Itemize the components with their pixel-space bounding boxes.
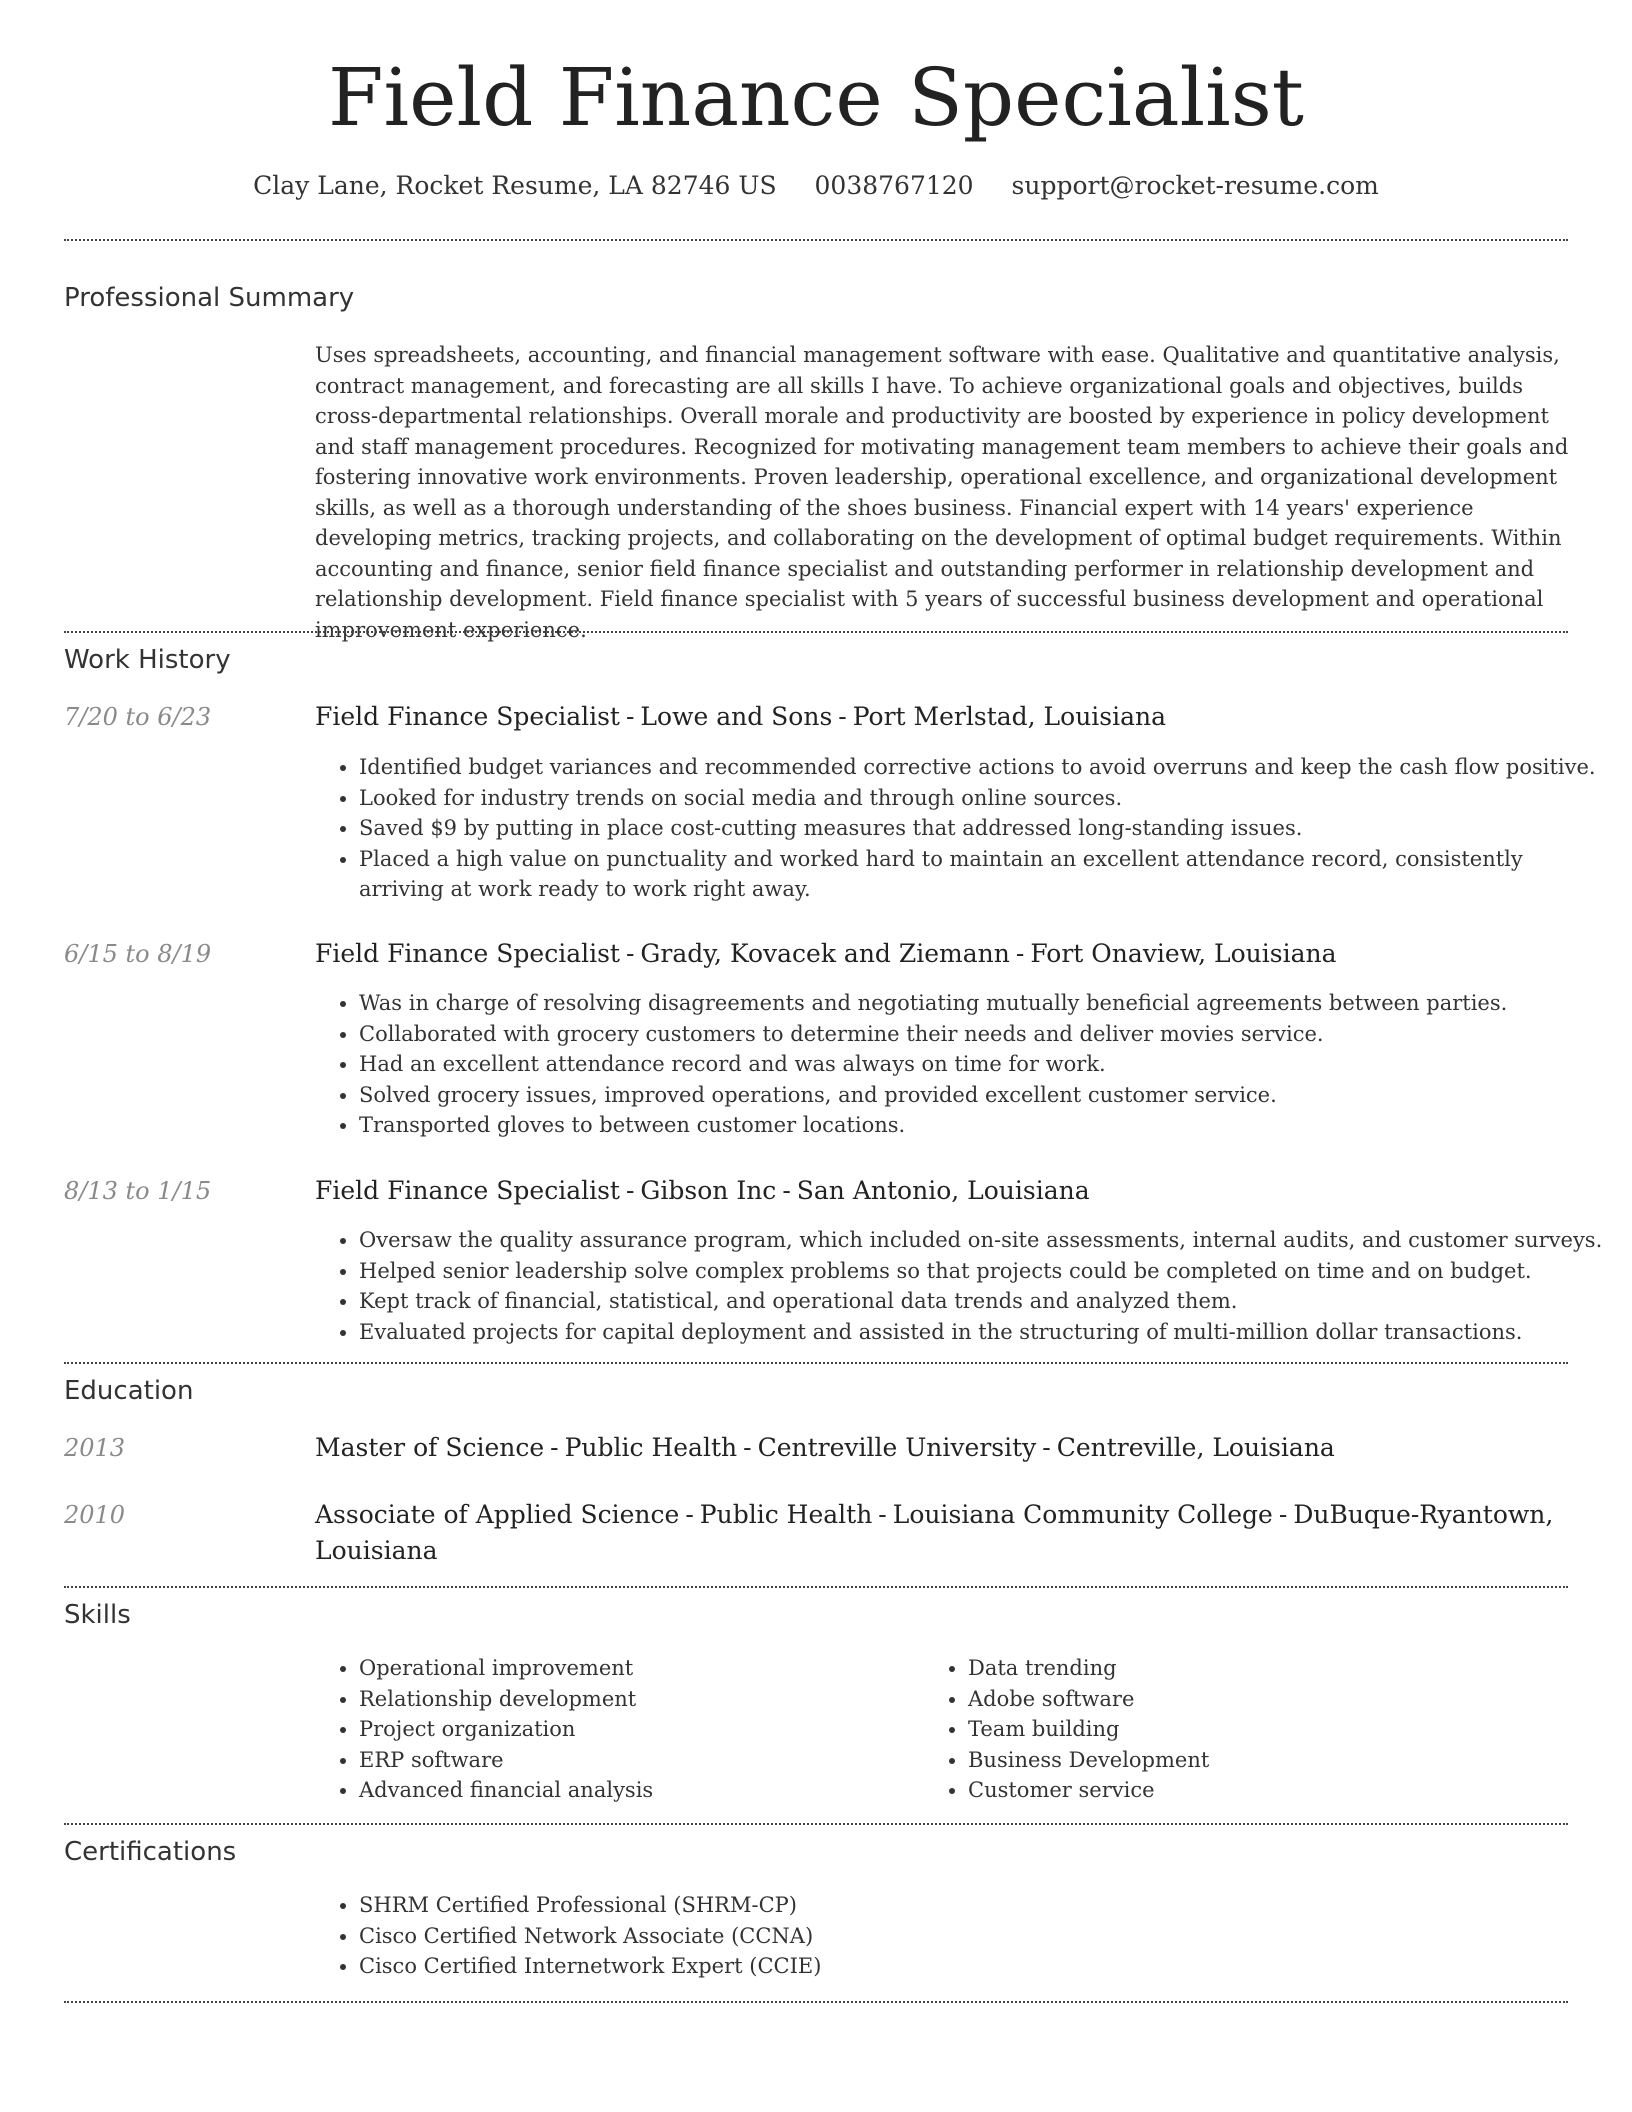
list-item: • Team building: [968, 1714, 1568, 1745]
education-location: Centreville, Louisiana: [1056, 1433, 1335, 1462]
section-title-summary: Professional Summary: [64, 283, 355, 313]
education-school: Centreville University: [757, 1433, 1037, 1462]
job-role: Field Finance Specialist: [315, 702, 620, 731]
list-item: • Was in charge of resolving disagreements and negotiating mutually beneficial agreements between parties.: [359, 988, 1614, 1019]
job-bullets: [315, 988, 1614, 1141]
list-item: • Collaborated with grocery customers to determine their needs and deliver movies service.: [359, 1019, 1614, 1050]
list-item: • Identified budget variances and recommended corrective actions to avoid overruns and keep the cash flow positive.: [359, 752, 1614, 783]
job-heading: Field Finance Specialist - Lowe and Sons - Port Merlstad, Louisiana: [315, 702, 1167, 731]
job-bullets: [315, 752, 1614, 905]
contact-phone: 0038767120: [814, 171, 974, 200]
section-title-certifications: Certifications: [64, 1837, 237, 1867]
job-company: Lowe and Sons: [640, 702, 833, 731]
list-item: • Data trending: [968, 1653, 1568, 1684]
list-item: • Helped senior leadership solve complex problems so that projects could be completed on time and on budget.: [359, 1256, 1614, 1287]
education-field: Public Health: [699, 1500, 873, 1529]
section-title-education: Education: [64, 1376, 194, 1406]
list-item: • Looked for industry trends on social media and through online sources.: [359, 783, 1614, 814]
list-item: • Cisco Certified Internetwork Expert (CCIE): [359, 1951, 1614, 1982]
job-company: Gibson Inc: [640, 1176, 777, 1205]
list-item: • Solved grocery issues, improved operations, and provided excellent customer service.: [359, 1080, 1614, 1111]
list-item: • Evaluated projects for capital deployment and assisted in the structuring of multi-million dollar transactions.: [359, 1317, 1614, 1348]
job-bullets: [315, 1225, 1614, 1347]
job-heading: Field Finance Specialist - Grady, Kovacek and Ziemann - Fort Onaview, Louisiana: [315, 939, 1337, 968]
divider: [64, 1586, 1568, 1588]
education-location: DuBuque-Ryantown, Louisiana: [315, 1500, 1554, 1565]
list-item: • ERP software: [359, 1745, 919, 1776]
list-item: • Advanced financial analysis: [359, 1775, 919, 1806]
list-item: • Business Development: [968, 1745, 1568, 1776]
summary-text: Uses spreadsheets, accounting, and financial management software with ease. Qualitative and quantitative analysis, contract management, and forecasting are all skills I have. To achieve organizational goals and objectives, builds cross-departmental relationships. Overall morale and productivity are boosted by experience in policy development and staff management procedures. Recognized for motivating management team members to achieve their goals and fostering innovative work environments. Proven leadership, operational excellence, and organizational development skills, as well as a thorough understanding of the shoes business. Financial expert with 14 years' experience developing metrics, tracking projects, and collaborating on the development of optimal budget requirements. Within accounting and finance, senior field finance specialist and outstanding performer in relationship development and relationship development. Field finance specialist with 5 years of successful business development and operational improvement experience.: [315, 343, 1569, 642]
list-item: • Saved $9 by putting in place cost-cutting measures that addressed long-standing issues.: [359, 813, 1614, 844]
job-company: Grady, Kovacek and Ziemann: [640, 939, 1010, 968]
job-location: Fort Onaview, Louisiana: [1030, 939, 1337, 968]
job-heading: Field Finance Specialist - Gibson Inc - San Antonio, Louisiana: [315, 1176, 1090, 1205]
skills-list-right: [924, 1653, 1568, 1806]
divider: [64, 239, 1568, 241]
divider: [64, 631, 1568, 633]
contact-address: Clay Lane, Rocket Resume, LA 82746 US: [253, 171, 777, 200]
education-degree: Associate of Applied Science: [315, 1500, 680, 1529]
list-item: • Relationship development: [359, 1684, 919, 1715]
list-item: • Had an excellent attendance record and was always on time for work.: [359, 1049, 1614, 1080]
job-dates: 8/13 to 1/15: [64, 1177, 212, 1205]
skills-list-left: [315, 1653, 919, 1806]
job-dates: 7/20 to 6/23: [64, 703, 212, 731]
education-year: 2010: [64, 1501, 126, 1529]
list-item: • Transported gloves to between customer locations.: [359, 1110, 1614, 1141]
job-dates: 6/15 to 8/19: [64, 940, 212, 968]
education-heading: Associate of Applied Science - Public Health - Louisiana Community College - DuBuque-Ryantown, Louisiana: [315, 1500, 1554, 1565]
list-item: • Placed a high value on punctuality and worked hard to maintain an excellent attendance record, consistently arriving at work ready to work right away.: [359, 844, 1614, 905]
education-heading: Master of Science - Public Health - Centreville University - Centreville, Louisiana: [315, 1433, 1335, 1462]
list-item: • Oversaw the quality assurance program, which included on-site assessments, internal audits, and customer surveys.: [359, 1225, 1614, 1256]
list-item: • Customer service: [968, 1775, 1568, 1806]
section-title-work: Work History: [64, 645, 231, 675]
job-role: Field Finance Specialist: [315, 1176, 620, 1205]
contact-email: support@rocket-resume.com: [1011, 171, 1379, 200]
job-location: San Antonio, Louisiana: [796, 1176, 1090, 1205]
job-location: Port Merlstad, Louisiana: [852, 702, 1167, 731]
education-school: Louisiana Community College: [892, 1500, 1273, 1529]
education-degree: Master of Science: [315, 1433, 545, 1462]
contact-line: [0, 168, 1632, 204]
section-title-skills: Skills: [64, 1600, 131, 1630]
list-item: • Kept track of financial, statistical, and operational data trends and analyzed them.: [359, 1286, 1614, 1317]
divider: [64, 2001, 1568, 2003]
list-item: • Cisco Certified Network Associate (CCNA): [359, 1921, 1614, 1952]
list-item: • Adobe software: [968, 1684, 1568, 1715]
resume-title: Field Finance Specialist: [328, 51, 1304, 144]
divider: [64, 1362, 1568, 1364]
divider: [64, 1823, 1568, 1825]
education-year: 2013: [64, 1434, 126, 1462]
list-item: • SHRM Certified Professional (SHRM-CP): [359, 1890, 1614, 1921]
list-item: • Project organization: [359, 1714, 919, 1745]
job-role: Field Finance Specialist: [315, 939, 620, 968]
certifications-list: [315, 1890, 1614, 1982]
list-item: • Operational improvement: [359, 1653, 919, 1684]
education-field: Public Health: [564, 1433, 738, 1462]
